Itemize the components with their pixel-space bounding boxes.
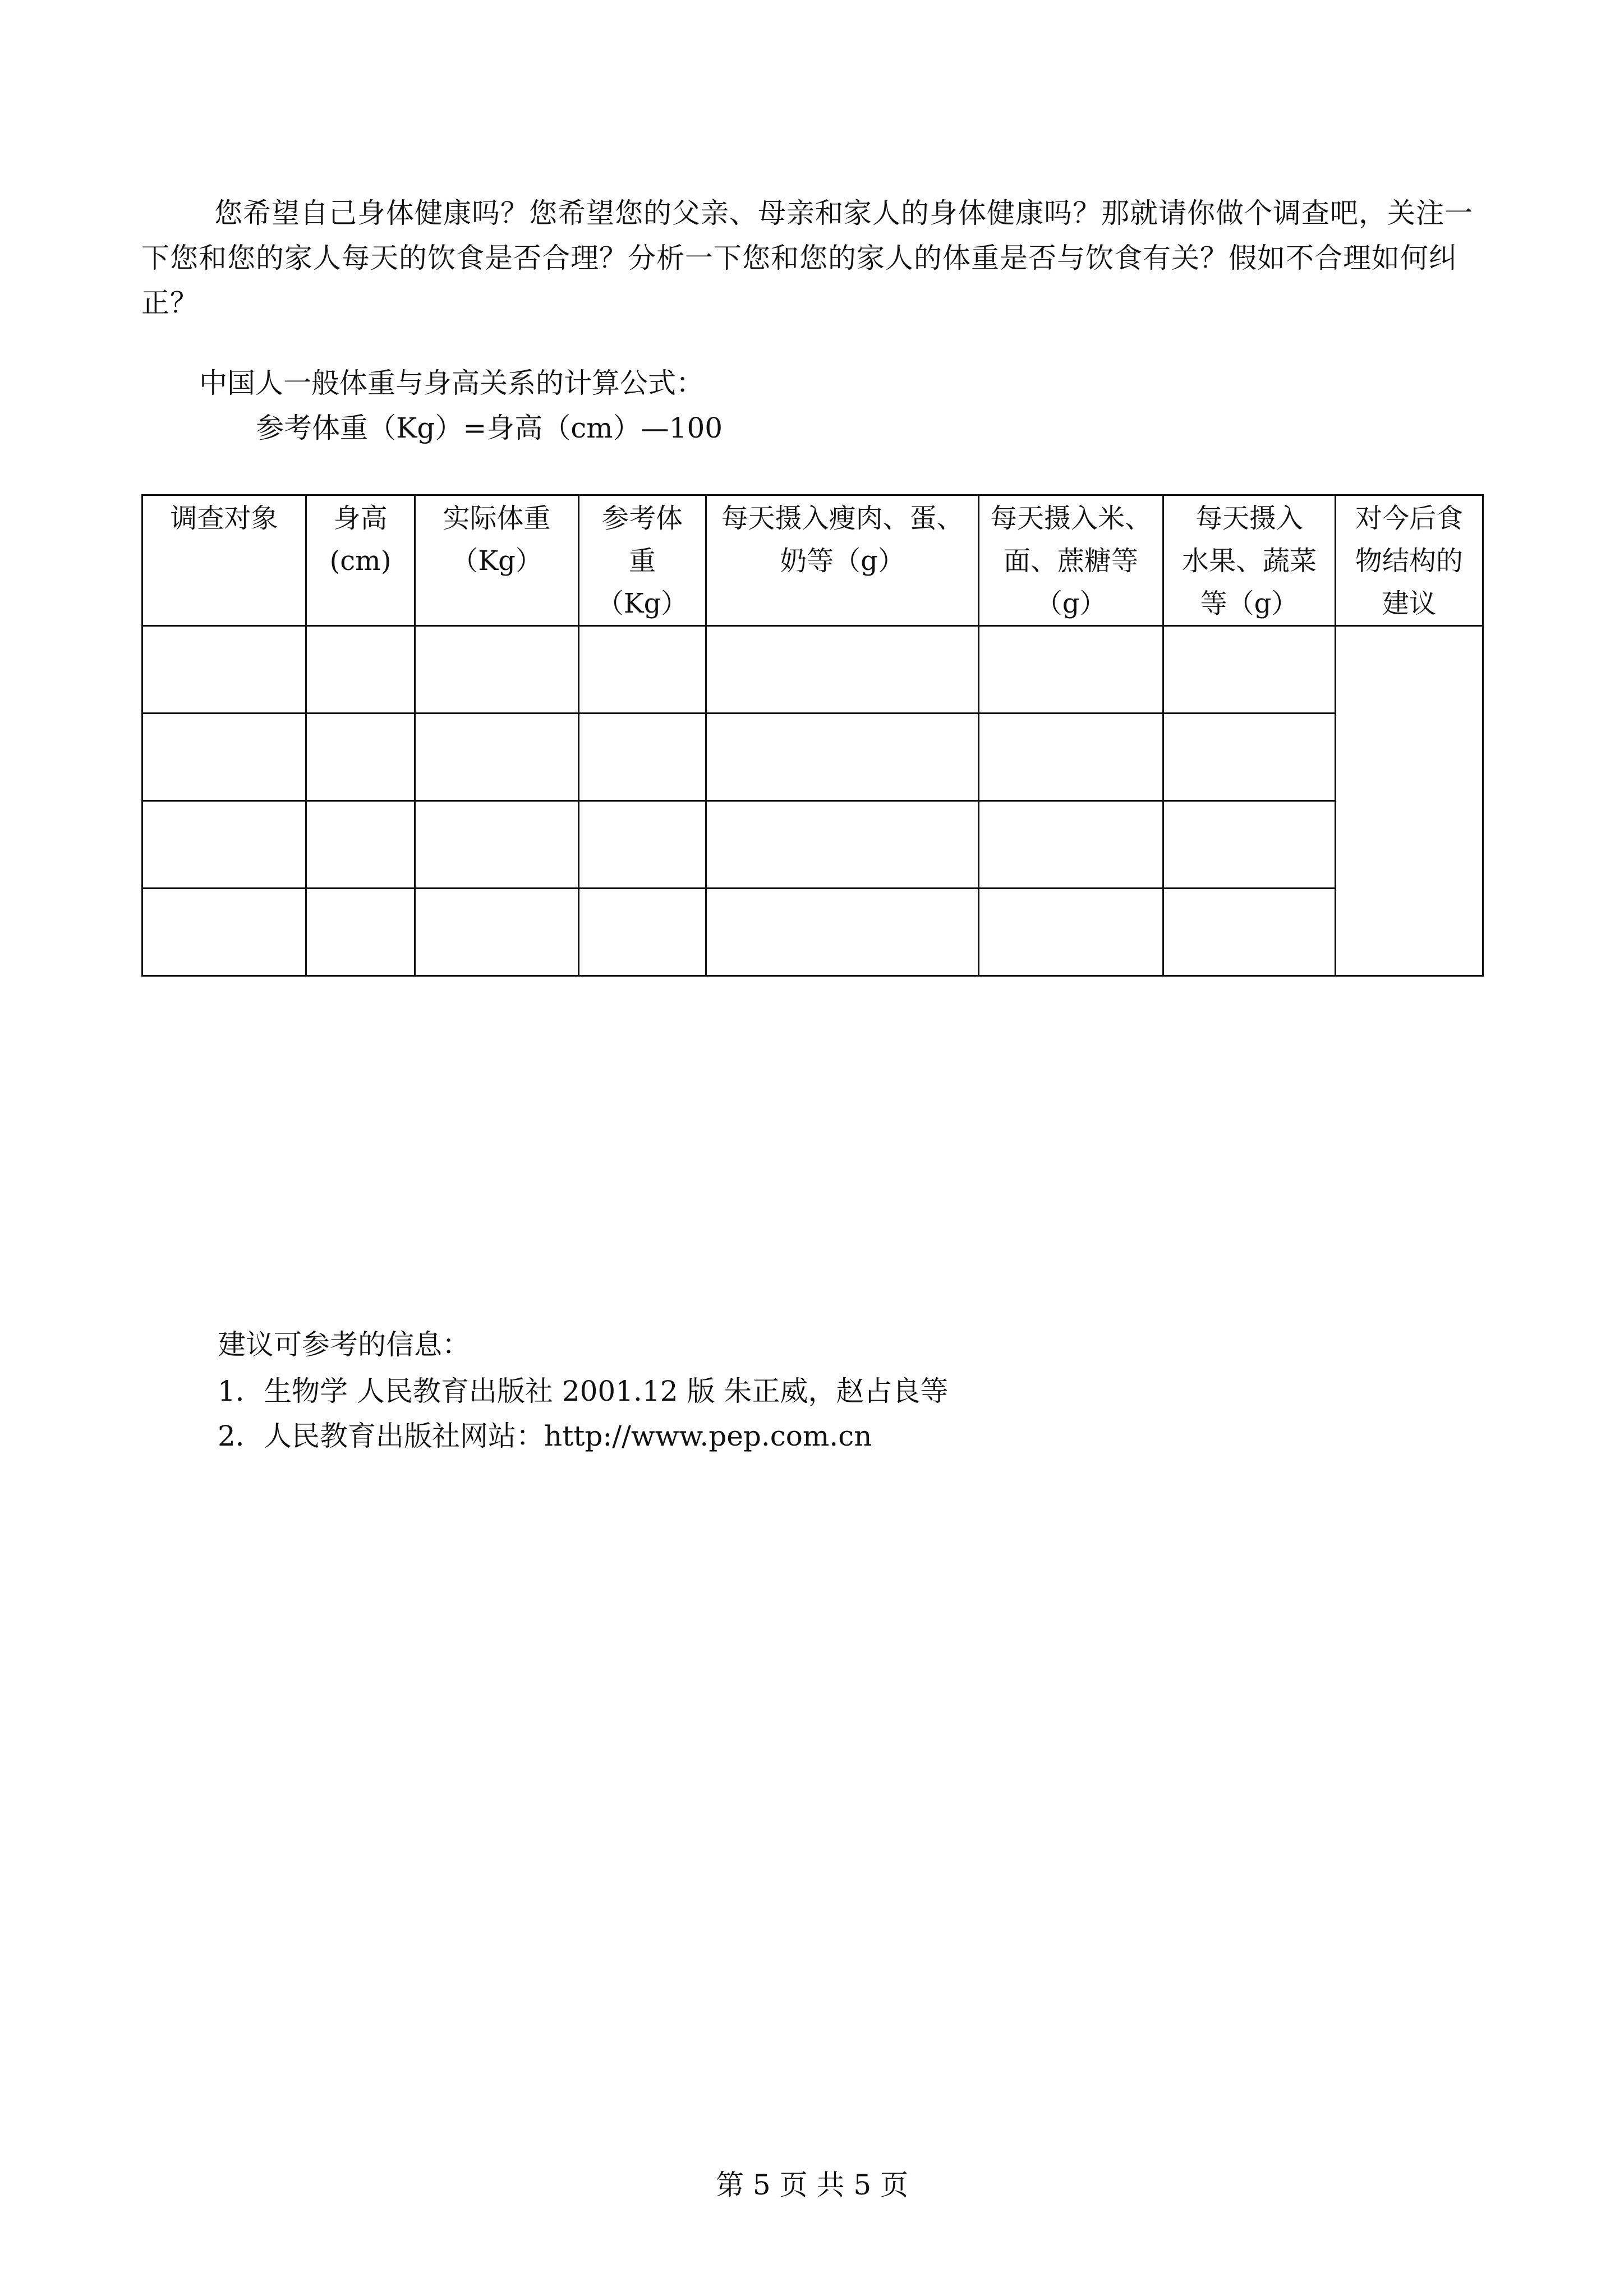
cell-height[interactable]: [306, 714, 415, 801]
cell-height[interactable]: [306, 801, 415, 889]
header-rice-flour-sugar: [979, 495, 1163, 626]
reference-text: 人民教育出版社网站：http://www.pep.com.cn: [264, 1420, 872, 1452]
header-line: 奶等（g）: [780, 545, 905, 577]
intro-paragraph: 您希望自己身体健康吗？您希望您的父亲、母亲和家人的身体健康吗？那就请你做个调查吧，关注一下您和您的家人每天的饮食是否合理？分析一下您和您的家人的体重是否与饮食有关？假如不合理如何纠正？: [141, 197, 1473, 319]
header-meat-egg-milk: [706, 495, 979, 626]
table-row: [142, 626, 1483, 714]
header-diet-advice: [1336, 495, 1483, 626]
notes-title: 建议可参考的信息：: [218, 1328, 470, 1361]
header-height: [306, 495, 415, 626]
survey-table: [141, 494, 1484, 977]
cell-survey-subject[interactable]: [142, 714, 306, 801]
header-line: 等（g）: [1200, 588, 1299, 619]
cell-survey-subject[interactable]: [142, 801, 306, 889]
cell-fruit-vegetables[interactable]: [1163, 714, 1336, 801]
table-row: [142, 801, 1483, 889]
header-line: 物结构的: [1355, 545, 1463, 577]
formula: 参考体重（Kg）=身高（cm）—100: [256, 412, 723, 444]
cell-height[interactable]: [306, 889, 415, 976]
reference-number: 2．: [218, 1420, 264, 1452]
header-line: (cm): [329, 545, 392, 577]
cell-fruit-vegetables[interactable]: [1163, 889, 1336, 976]
header-reference-weight: [579, 495, 706, 626]
header-line: 调查对象: [170, 503, 278, 534]
header-line: （Kg）: [451, 545, 542, 577]
reference-number: 1．: [218, 1375, 264, 1407]
header-line: （g）: [1035, 588, 1107, 619]
cell-fruit-vegetables[interactable]: [1163, 626, 1336, 714]
cell-fruit-vegetables[interactable]: [1163, 801, 1336, 889]
reference-text: 生物学 人民教育出版社 2001.12 版 朱正威，赵占良等: [264, 1375, 949, 1407]
header-line: 每天摄入瘦肉、蛋、: [721, 503, 964, 534]
table-header-row: [142, 495, 1483, 626]
header-fruit-vegetables: [1163, 495, 1336, 626]
cell-actual-weight[interactable]: [415, 801, 579, 889]
header-line: 建议: [1382, 588, 1436, 619]
reference-list: [218, 1369, 948, 1458]
header-line: 水果、蔬菜: [1181, 545, 1317, 577]
header-line: （Kg）: [596, 588, 688, 619]
cell-height[interactable]: [306, 626, 415, 714]
cell-meat-egg-milk[interactable]: [706, 889, 979, 976]
header-line: 每天摄入: [1195, 503, 1303, 534]
header-line: 对今后食: [1355, 503, 1463, 534]
page-footer: 第 5 页 共 5 页: [715, 2169, 909, 2201]
header-line: 每天摄入米、: [990, 503, 1152, 534]
header-line: 重: [628, 545, 656, 577]
header-line: 面、蔗糖等: [1003, 545, 1138, 577]
cell-actual-weight[interactable]: [415, 889, 579, 976]
cell-survey-subject[interactable]: [142, 626, 306, 714]
header-line: 身高: [333, 503, 388, 534]
table-row: [142, 714, 1483, 801]
cell-actual-weight[interactable]: [415, 714, 579, 801]
cell-rice-flour-sugar[interactable]: [979, 714, 1163, 801]
table-row: [142, 889, 1483, 976]
cell-survey-subject[interactable]: [142, 889, 306, 976]
cell-actual-weight[interactable]: [415, 626, 579, 714]
cell-reference-weight[interactable]: [579, 889, 706, 976]
cell-meat-egg-milk[interactable]: [706, 626, 979, 714]
header-line: 实际体重: [443, 503, 551, 534]
cell-reference-weight[interactable]: [579, 801, 706, 889]
header-survey-subject: [142, 495, 306, 626]
reference-item: [218, 1369, 948, 1414]
reference-item: [218, 1414, 948, 1458]
cell-meat-egg-milk[interactable]: [706, 714, 979, 801]
cell-reference-weight[interactable]: [579, 714, 706, 801]
header-actual-weight: [415, 495, 579, 626]
cell-diet-advice[interactable]: [1336, 626, 1483, 976]
cell-rice-flour-sugar[interactable]: [979, 889, 1163, 976]
formula-title: 中国人一般体重与身高关系的计算公式：: [199, 367, 704, 399]
cell-rice-flour-sugar[interactable]: [979, 626, 1163, 714]
cell-rice-flour-sugar[interactable]: [979, 801, 1163, 889]
cell-meat-egg-milk[interactable]: [706, 801, 979, 889]
header-line: 参考体: [601, 503, 683, 534]
cell-reference-weight[interactable]: [579, 626, 706, 714]
